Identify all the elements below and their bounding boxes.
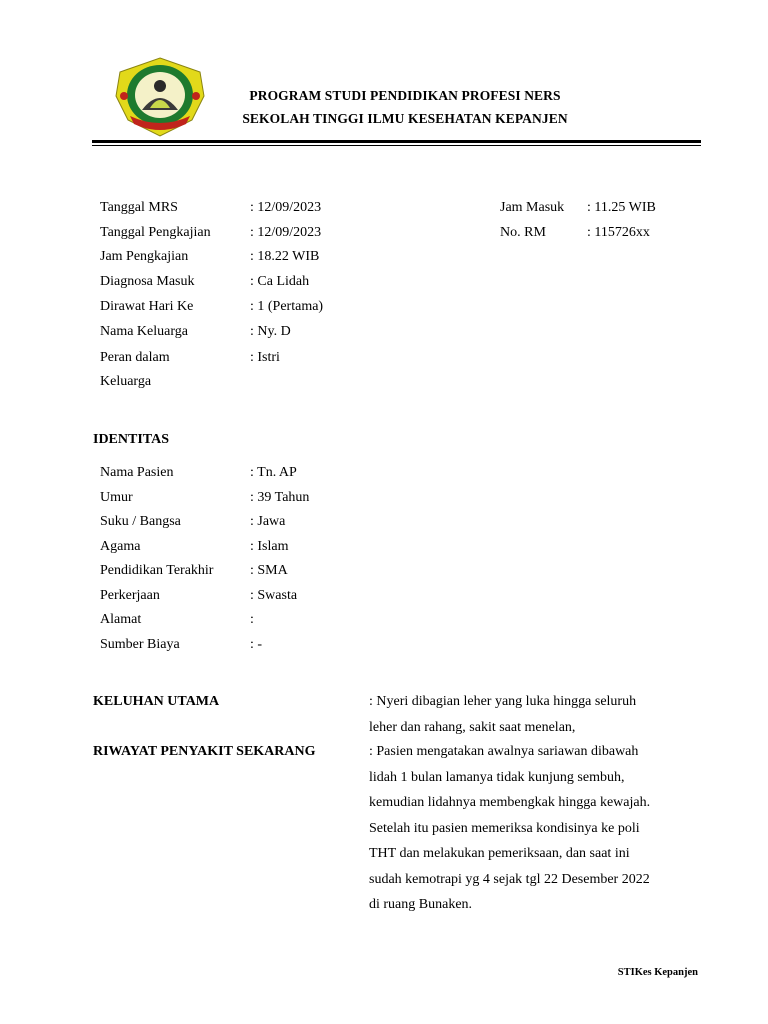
field-label: Sumber Biaya: [100, 637, 180, 652]
keluhan-title: KELUHAN UTAMA: [93, 694, 220, 709]
field-value: :: [250, 612, 254, 627]
institution-title: SEKOLAH TINGGI ILMU KESEHATAN KEPANJEN: [242, 111, 568, 126]
field-label: Keluarga: [100, 374, 152, 389]
riwayat-text: [369, 739, 699, 918]
riwayat-line: sudah kemotrapi yg 4 sejak tgl 22 Desember 2022: [369, 871, 650, 887]
field-value: : 11.25 WIB: [587, 200, 656, 215]
field-value: : 1 (Pertama): [250, 299, 324, 314]
field-value: : SMA: [250, 563, 288, 578]
field-label: Jam Masuk: [500, 200, 565, 215]
keluhan-line: leher dan rahang, sakit saat menelan,: [369, 719, 576, 735]
field-value: : Swasta: [250, 588, 298, 603]
field-label: Suku / Bangsa: [100, 514, 181, 529]
field-label: Perkerjaan: [100, 588, 160, 603]
header-rule-thin: [92, 145, 701, 146]
footer-institution: STIKes Kepanjen: [617, 967, 698, 978]
field-value: : 12/09/2023: [250, 225, 322, 240]
field-value: : Ny. D: [250, 324, 291, 339]
field-label: No. RM: [500, 225, 546, 240]
field-label: Pendidikan Terakhir: [100, 563, 214, 578]
riwayat-line: kemudian lidahnya membengkak hingga kewajah.: [369, 795, 651, 810]
riwayat-line: : Pasien mengatakan awalnya sariawan dibawah: [369, 744, 639, 759]
field-label: Agama: [100, 539, 141, 554]
field-value: : Istri: [250, 350, 280, 365]
field-label: Dirawat Hari Ke: [100, 299, 194, 314]
field-label: Nama Keluarga: [100, 324, 188, 339]
header-rule-thick: [92, 140, 701, 143]
field-value: : 12/09/2023: [250, 200, 322, 215]
riwayat-line: Setelah itu pasien memeriksa kondisinya ke poli: [369, 820, 640, 836]
field-label: Jam Pengkajian: [100, 249, 189, 264]
field-value: : 39 Tahun: [250, 490, 310, 505]
field-value: : 18.22 WIB: [250, 249, 320, 264]
field-label: Peran dalam: [100, 350, 170, 365]
field-label: Alamat: [100, 612, 142, 627]
field-label: Diagnosa Masuk: [100, 274, 195, 289]
field-label: Umur: [100, 490, 133, 505]
field-label: Tanggal MRS: [100, 200, 178, 215]
field-value: : Tn. AP: [250, 465, 297, 480]
field-value: : Jawa: [250, 514, 286, 529]
field-value: : -: [250, 637, 263, 652]
program-title: PROGRAM STUDI PENDIDIKAN PROFESI NERS: [249, 88, 561, 103]
riwayat-line: lidah 1 bulan lamanya tidak kunjung sembuh,: [369, 769, 625, 785]
field-value: : Islam: [250, 539, 289, 554]
field-value: : Ca Lidah: [250, 274, 310, 289]
riwayat-line: THT dan melakukan pemeriksaan, dan saat ini: [369, 846, 630, 861]
identitas-title: IDENTITAS: [93, 432, 169, 447]
field-label: Nama Pasien: [100, 465, 174, 480]
riwayat-title: RIWAYAT PENYAKIT SEKARANG: [93, 744, 316, 759]
field-value: : 115726xx: [587, 225, 650, 240]
keluhan-line: : Nyeri dibagian leher yang luka hingga seluruh: [369, 694, 637, 709]
riwayat-line: di ruang Bunaken.: [369, 897, 473, 912]
keluhan-text: [369, 689, 699, 740]
field-label: Tanggal Pengkajian: [100, 225, 211, 240]
